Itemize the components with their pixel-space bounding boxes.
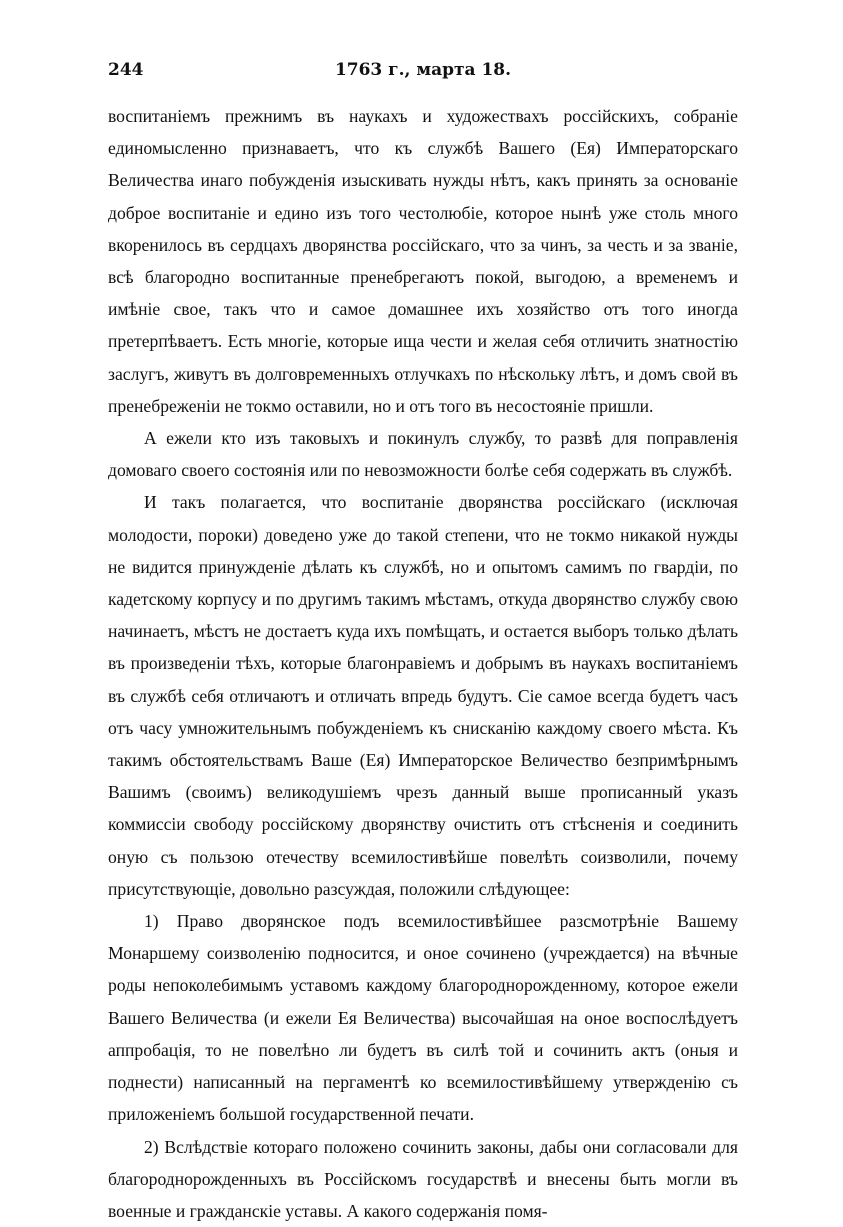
paragraph-1: воспитаніемъ прежнимъ въ наукахъ и художествахъ россійскихъ, собраніе единомысленно признаваетъ, что къ службѣ Вашего (Ея) Императорскаго Величества инаго побужденія изыскивать нужды нѣтъ, какъ принять за основаніе доброе воспитаніе и едино изъ того честолюбіе, которое нынѣ уже столь много вкоренилось въ сердцахъ дворянства россійскаго, что за чинъ, за честь и за званіе, всѣ благородно воспитанные пренебрегаютъ покой, выгодою, а временемъ и имѣніе свое, такъ что и самое домашнее ихъ хозяйство отъ того иногда претерпѣваетъ. Есть многіе, которые ища чести и желая себя отличить знатностію заслугъ, живутъ въ долговременныхъ отлучкахъ по нѣскольку лѣтъ, и домъ свой въ пренебреженіи не токмо оставили, но и отъ того въ несостояніе пришли. bbox=[108, 100, 738, 422]
paragraph-5: 2) Вслѣдствіе котораго положено сочинить законы, дабы они согласовали для благороднорожденныхъ въ Россійскомъ государствѣ и внесены быть могли въ военные и гражданскіе уставы. А какого содержанія помя- bbox=[108, 1131, 738, 1227]
running-title: 1763 г., марта 18. bbox=[108, 60, 738, 80]
page-number: 244 bbox=[108, 60, 144, 80]
page-header bbox=[108, 60, 738, 86]
paragraph-2: А ежели кто изъ таковыхъ и покинулъ службу, то развѣ для поправленія домоваго своего состоянія или по невозможности болѣе себя содержать въ службѣ. bbox=[108, 422, 738, 486]
paragraph-4: 1) Право дворянское подъ всемилостивѣйшее разсмотрѣніе Вашему Монаршему соизволенію подносится, и оное сочинено (учреждается) на вѣчные роды непоколебимымъ уставомъ каждому благороднорожденному, которое ежели Вашего Величества (и ежели Ея Величества) высочайшая на оное воспослѣдуетъ аппробація, то не повелѣно ли будетъ въ силѣ той и сочинить актъ (оныя и поднести) написанный на пергаментѣ ко всемилостивѣйшему утвержденію съ приложеніемъ большой государственной печати. bbox=[108, 905, 738, 1130]
body-text bbox=[108, 100, 738, 1227]
paragraph-3: И такъ полагается, что воспитаніе дворянства россійскаго (исключая молодости, пороки) доведено уже до такой степени, что не токмо никакой нужды не видится принужденіе дѣлать къ службѣ, но и опытомъ самимъ по гвардіи, по кадетскому корпусу и по другимъ такимъ мѣстамъ, откуда дворянство службу свою начинаетъ, мѣстъ не достаетъ куда ихъ помѣщать, и остается выборъ только дѣлать въ произведеніи тѣхъ, которые благонравіемъ и добрымъ въ наукахъ воспитаніемъ въ службѣ себя отличаютъ и отличать впредь будутъ. Сіе самое всегда будетъ часъ отъ часу умножительнымъ побужденіемъ къ снисканію каждому своего мѣста. Къ такимъ обстоятельствамъ Ваше (Ея) Императорское Величество безпримѣрнымъ Вашимъ (своимъ) великодушіемъ чрезъ данный выше прописанный указъ коммиссіи свободу россійскому дворянству очистить отъ стѣсненія и соединить оную съ пользою отечеству всемилостивѣйше повелѣть соизволили, почему присутствующіе, довольно разсуждая, положили слѣдующее: bbox=[108, 486, 738, 905]
